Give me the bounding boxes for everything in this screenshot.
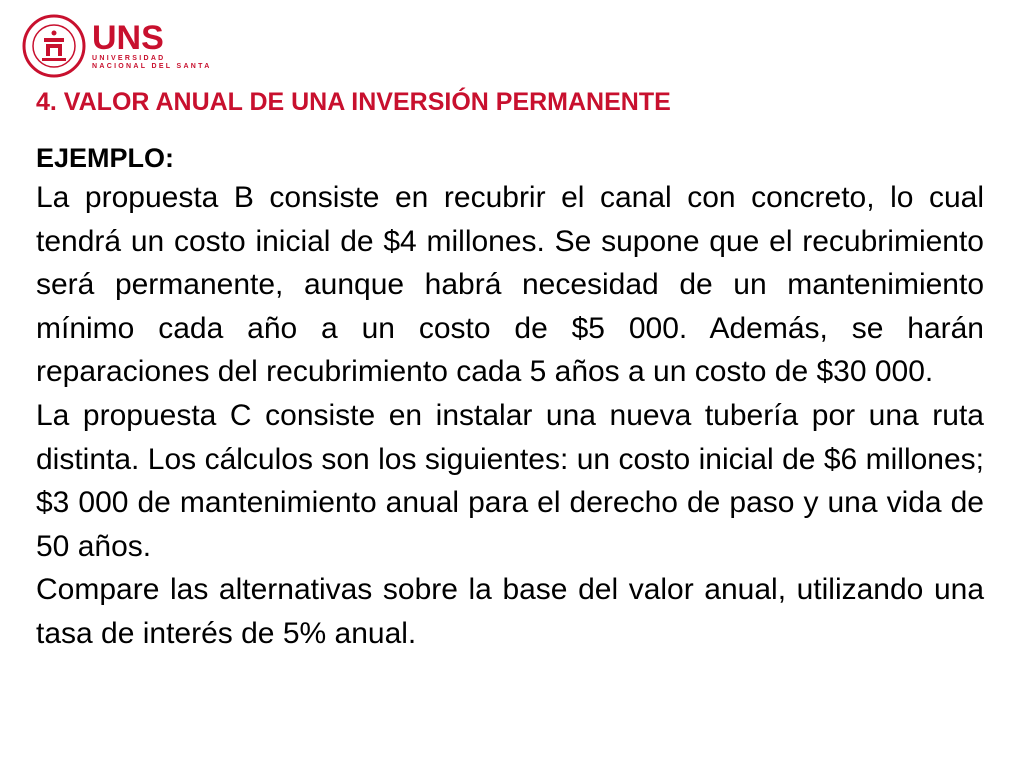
paragraph-proposal-b: La propuesta B consiste en recubrir el canal con concreto, lo cual tendrá un costo inicial de $4 millones. Se supone que el recubrimiento será permanente, aunque habrá necesidad de un mantenimiento mínimo cada año a un costo de $5 000. Además, se harán reparaciones del recubrimiento cada 5 años a un costo de $30 000. bbox=[36, 181, 984, 389]
logo-name: UNS bbox=[92, 19, 164, 57]
logo-subtitle-1: UNIVERSIDAD bbox=[92, 55, 166, 62]
slide-subtitle: EJEMPLO: bbox=[36, 143, 175, 173]
university-seal-icon bbox=[22, 14, 86, 78]
logo-subtitle-2: NACIONAL DEL SANTA bbox=[92, 63, 212, 70]
slide-title: 4. VALOR ANUAL DE UNA INVERSIÓN PERMANENTE bbox=[36, 88, 671, 116]
slide-body bbox=[36, 176, 984, 656]
paragraph-instruction: Compare las alternativas sobre la base del valor anual, utilizando una tasa de interés de 5% anual. bbox=[36, 573, 984, 650]
university-logo bbox=[22, 14, 212, 78]
paragraph-proposal-c: La propuesta C consiste en instalar una nueva tubería por una ruta distinta. Los cálculos son los siguientes: un costo inicial de $6 millones; $3 000 de mantenimiento anual para el derecho de paso y una vida de 50 años. bbox=[36, 398, 984, 563]
